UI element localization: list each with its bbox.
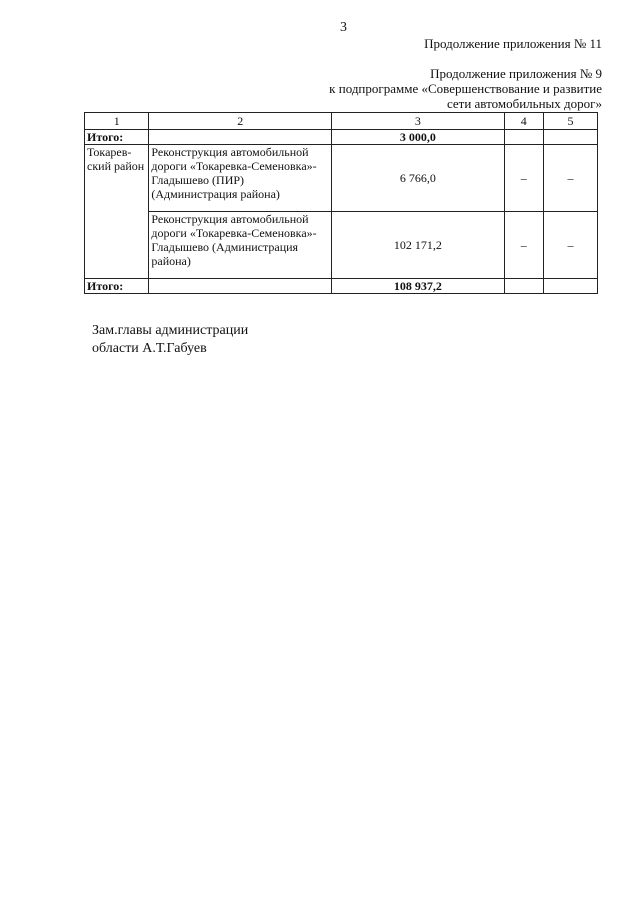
table-row <box>85 145 598 212</box>
column-header: 5 <box>543 113 597 130</box>
column-header: 4 <box>504 113 543 130</box>
signature-block <box>92 322 248 358</box>
table-cell: Итого: <box>85 130 149 145</box>
table-row <box>85 279 598 294</box>
table-row <box>85 130 598 145</box>
table-cell: – <box>504 212 543 279</box>
header-subprogram: к подпрограмме «Совершенствование и развитие <box>329 81 602 96</box>
table-row <box>85 212 598 279</box>
signature-title: Зам.главы администрации <box>92 323 249 338</box>
table-cell: 6 766,0 <box>332 145 504 212</box>
header-appendix-11: Продолжение приложения № 11 <box>424 36 602 51</box>
funding-table <box>84 112 598 294</box>
table-cell <box>149 279 332 294</box>
table-cell: 108 937,2 <box>332 279 504 294</box>
column-header: 3 <box>332 113 504 130</box>
table-cell <box>504 130 543 145</box>
header-appendix-9: Продолжение приложения № 9 <box>430 66 602 81</box>
column-header: 2 <box>149 113 332 130</box>
signature-name: области А.Т.Габуев <box>92 341 207 356</box>
table-cell: – <box>543 145 597 212</box>
column-header: 1 <box>85 113 149 130</box>
table-cell: 102 171,2 <box>332 212 504 279</box>
table-header-row <box>85 113 598 130</box>
table-cell: Токарев-ский район <box>85 145 149 279</box>
table-cell: 3 000,0 <box>332 130 504 145</box>
table-cell <box>504 279 543 294</box>
table-cell: – <box>543 212 597 279</box>
page-number: 3 <box>340 20 347 35</box>
table-cell <box>149 130 332 145</box>
table-cell: Реконструкция автомобильной дороги «Токаревка-Семеновка»- Гладышево (ПИР) (Администрация района) <box>149 145 332 212</box>
table-cell <box>543 130 597 145</box>
header-road-network: сети автомобильных дорог» <box>446 96 602 111</box>
table-cell: Реконструкция автомобильной дороги «Токаревка-Семеновка»- Гладышево (Администрация района) <box>149 212 332 279</box>
table-cell: Итого: <box>85 279 149 294</box>
table-cell: – <box>504 145 543 212</box>
table-cell <box>543 279 597 294</box>
